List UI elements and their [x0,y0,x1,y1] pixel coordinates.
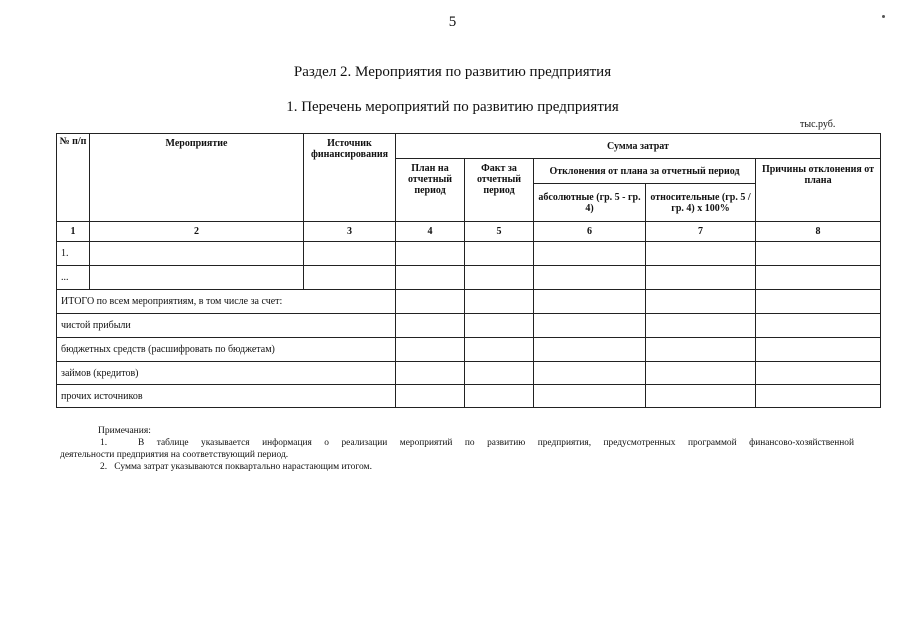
total-label: бюджетных средств (расшифровать по бюджетам) [57,338,396,362]
colnum-8: 8 [756,222,881,242]
table-row [57,385,881,408]
table-row [57,338,881,362]
cell [534,290,646,314]
header-num: № п/п [57,134,90,222]
cell [646,338,756,362]
cell [646,290,756,314]
row-num: ... [57,266,90,290]
note-2: 2. Сумма затрат указываются поквартально нарастающим итогом. [100,462,372,472]
cell [756,385,881,408]
total-label: чистой прибыли [57,314,396,338]
row-num: 1. [57,242,90,266]
cell [534,362,646,385]
scan-speck [882,15,885,18]
cell [534,338,646,362]
cell [90,242,304,266]
header-relative: относительные (гр. 5 / гр. 4) х 100% [646,184,756,222]
colnum-4: 4 [396,222,465,242]
table-row [57,266,881,290]
cell [465,362,534,385]
cell [756,266,881,290]
cell [756,290,881,314]
cell [646,266,756,290]
header-deviations: Отклонения от плана за отчетный период [534,159,756,184]
total-label: прочих источников [57,385,396,408]
note-1-text: В таблице указывается информация о реализации мероприятий по развитию предприятия, предусмотренных программой финансово-хозяйственной [138,438,854,448]
cell [534,266,646,290]
total-label: займов (кредитов) [57,362,396,385]
cell [646,314,756,338]
cell [396,385,465,408]
table-row [57,362,881,385]
table-row [57,314,881,338]
cell [465,266,534,290]
cell [465,314,534,338]
cell [396,314,465,338]
header-plan: План на отчетный период [396,159,465,222]
cell [396,338,465,362]
cell [534,385,646,408]
section-title: Раздел 2. Мероприятия по развитию предприятия [293,64,612,80]
cell [756,338,881,362]
events-table [56,133,881,408]
colnum-3: 3 [304,222,396,242]
cell [756,362,881,385]
cell [90,266,304,290]
cell [646,362,756,385]
colnum-7: 7 [646,222,756,242]
cell [534,242,646,266]
cell [756,314,881,338]
cell [465,385,534,408]
cell [465,242,534,266]
cell [534,314,646,338]
cell [396,266,465,290]
table-row [57,242,881,266]
note-1-number: 1. [100,438,108,448]
colnum-1: 1 [57,222,90,242]
subsection-title: 1. Перечень мероприятий по развитию предприятия [286,99,619,115]
header-event: Мероприятие [90,134,304,222]
notes-title: Примечания: [98,426,151,436]
colnum-2: 2 [90,222,304,242]
cell [465,338,534,362]
total-label: ИТОГО по всем мероприятиям, в том числе за счет: [57,290,396,314]
cell [646,242,756,266]
cell [304,242,396,266]
cell [756,242,881,266]
cell [396,362,465,385]
header-fact: Факт за отчетный период [465,159,534,222]
header-absolute: абсолютные (гр. 5 - гр. 4) [534,184,646,222]
colnum-5: 5 [465,222,534,242]
colnum-6: 6 [534,222,646,242]
cell [646,385,756,408]
cell [396,242,465,266]
header-costs: Сумма затрат [396,134,881,159]
page-number: 5 [448,14,457,30]
units-label: тыс.руб. [800,119,836,130]
cell [396,290,465,314]
header-reasons: Причины отклонения от плана [756,159,881,222]
cell [304,266,396,290]
table-row [57,290,881,314]
note-1-continuation: деятельности предприятия на соответствующий период. [60,450,289,460]
header-source: Источник финансирования [304,134,396,222]
cell [465,290,534,314]
